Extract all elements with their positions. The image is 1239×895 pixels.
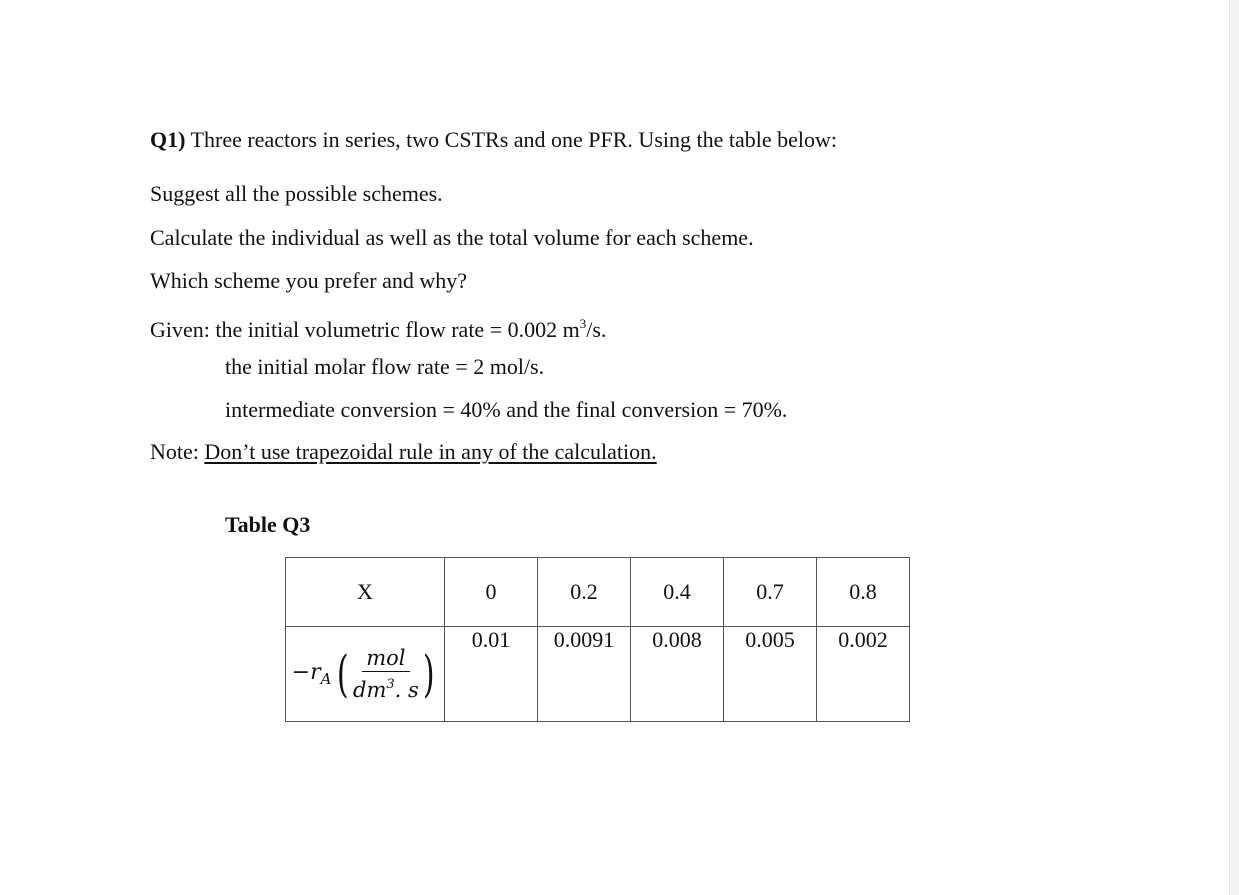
given-flow-rate <box>150 311 606 343</box>
given-conversion: intermediate conversion = 40% and the final conversion = 70%. <box>225 397 788 422</box>
rate-value-cell: 0.01 <box>445 627 538 722</box>
task-preferred-scheme: Which scheme you prefer and why? <box>150 268 468 293</box>
note-label: Note: <box>150 439 205 464</box>
rate-formula <box>292 647 439 701</box>
rate-unit-fraction <box>353 647 419 701</box>
table-row-rate <box>286 627 910 722</box>
left-paren: ( <box>337 645 350 703</box>
rate-value-cell: 0.002 <box>817 627 910 722</box>
vertical-scrollbar[interactable] <box>1229 0 1239 895</box>
rate-denominator-tail: . s <box>394 678 419 702</box>
task-suggest-schemes: Suggest all the possible schemes. <box>150 181 443 206</box>
note-line <box>150 439 657 465</box>
x-value-cell: 0.2 <box>538 558 631 627</box>
task-calculate-volume: Calculate the individual as well as the total volume for each scheme. <box>150 225 754 250</box>
rate-value-cell: 0.005 <box>724 627 817 722</box>
x-value-cell: 0 <box>445 558 538 627</box>
table-row-conversion <box>286 558 910 627</box>
x-value-cell: 0.4 <box>631 558 724 627</box>
rate-denominator-base: dm <box>353 678 387 702</box>
rate-value-cell: 0.0091 <box>538 627 631 722</box>
right-paren: ) <box>422 645 435 703</box>
rate-denominator-exp: 3 <box>386 677 395 692</box>
x-value-cell: 0.8 <box>817 558 910 627</box>
rate-value-cell: 0.008 <box>631 627 724 722</box>
data-table <box>285 557 910 722</box>
given-flow-rate-text: the initial volumetric flow rate = 0.002 m <box>215 317 580 342</box>
given-flow-rate-exponent: 3 <box>579 316 587 331</box>
rate-unit-numerator: mol <box>362 647 409 672</box>
rate-subscript: A <box>320 670 332 688</box>
given-molar-flow: the initial molar flow rate = 2 mol/s. <box>225 354 545 379</box>
rate-unit-denominator <box>353 672 419 701</box>
given-flow-rate-unit: /s. <box>586 317 607 342</box>
table-caption: Table Q3 <box>225 512 311 537</box>
note-text: Don’t use trapezoidal rule in any of the calculation. <box>204 439 657 464</box>
question-text: Three reactors in series, two CSTRs and one PFR. Using the table below: <box>185 127 837 152</box>
question-title <box>150 127 837 153</box>
x-header-cell: X <box>286 558 445 627</box>
given-label: Given: <box>150 317 216 342</box>
rate-minus-r: −r <box>291 660 321 685</box>
rate-symbol <box>292 660 332 688</box>
x-value-cell: 0.7 <box>724 558 817 627</box>
rate-header-cell <box>286 627 445 722</box>
question-label: Q1) <box>150 127 186 152</box>
